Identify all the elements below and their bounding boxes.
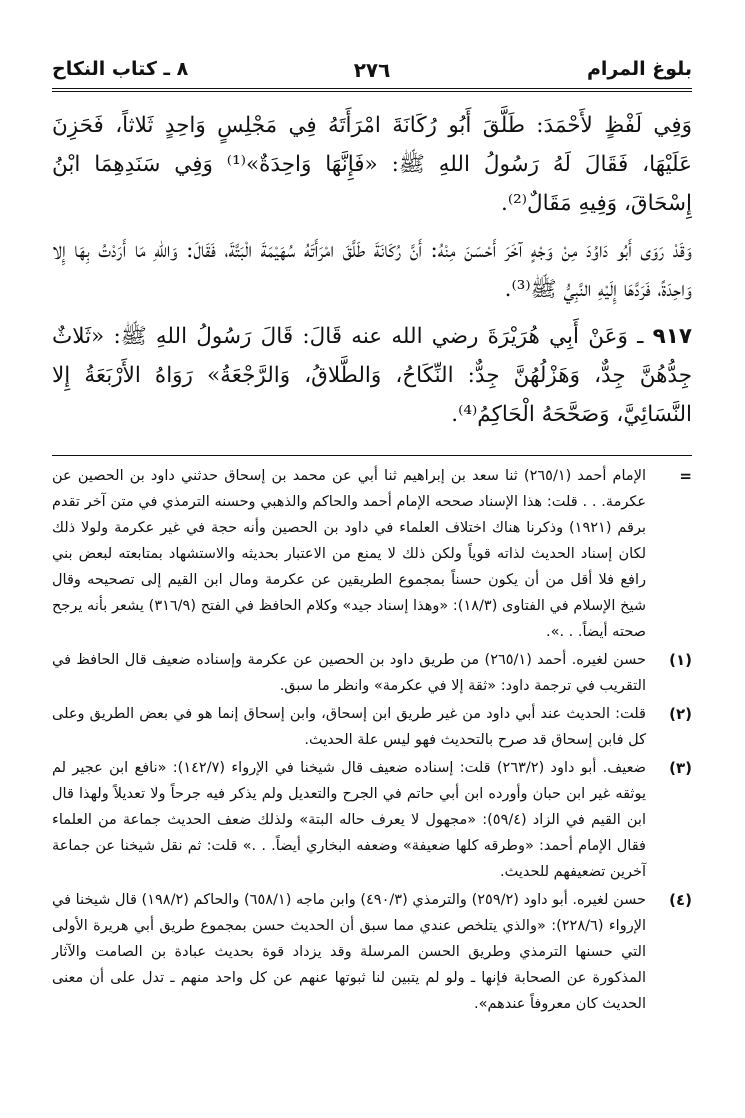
footnote-label: (٣) <box>669 759 692 777</box>
footnote-text: حسن لغيره. أبو داود (٢٥٩/٢) والترمذي (٤٩٠/٣) وابن ماجه (٦٥٨/١) والحاكم (١٩٨/٢) قال شيخنا في الإرواء (٢٢٨/٦): «والذي يتلخص عندي مما سبق أن الحديث حسن بمجموع طريق أبي هريرة الأولى التي حسنها الترمذي وطريق الحسن المرسلة وقد يزداد قوة بحديث عبادة بن الصامت والآثار المذكورة عن الصحابة فإنها ـ ولو لم يتبين لنا ثبوتها عنهم عن كل واحد منهم ـ تدل على أن معنى الحديث كان معروفاً عندهم». <box>52 892 647 1012</box>
main-text <box>52 106 692 442</box>
footnote-text: قلت: الحديث عند أبي داود من غير طريق ابن إسحاق، وابن إسحاق إنما هو في بعض الطريق وعلى كل فابن إسحاق قد صرح بالتحديث فهو ليس علة الحديث. <box>52 706 646 748</box>
footnote-2 <box>52 701 692 753</box>
paragraph-2: وَقَدْ رَوَى أَبُو دَاوُدَ مِنْ وَجْهٍ آخَرَ أَحْسَنَ مِنْهُ: أَنَّ رُكَانَةَ طَلَّقَ امْرَأَتَهُ سُهَيْمَةَ الْبَتَّةَ، فَقَالَ: وَاللهِ مَا أَرَدْتُ بِهَا إِلا وَاحِدَةً، فَرَدَّهَا إِلَيْهِ النَّبِيُّ ﷺ⁽³⁾. <box>52 238 692 302</box>
footnote-text: الإمام أحمد (٢٦٥/١) ثنا سعد بن إبراهيم ثنا أبي عن محمد بن إسحاق حدثني داود بن الحصين عن عكرمة. . . قلت: هذا الإسناد صححه الإمام أحمد والحاكم والذهبي وحسنه الترمذي في متن آخر تقدم برقم (١٩٢١) وذكرنا هناك اختلاف العلماء في داود بن الحصين وأنه حجة في غير عكرمة ولولا ذلك لكان إسناد الحديث لذاته قوياً ولكن ذلك لا يمنع من الاعتبار بحديثه والاستشهاد بمتابعته لبعض بني رافع فلا أقل من أن يكون حسناً بمجموع الطريقين عن عكرمة ومال ابن القيم إلى تصحيحه وقال شيخ الإسلام في الفتاوى (١٨/٣): «وهذا إسناد جيد» وكلام الحافظ في الفتح (٣١٦/٩) يشعر بأنه يرجح صحته أيضاً. . .». <box>52 468 646 640</box>
header-rule-inner <box>52 91 692 92</box>
book-title: بلوغ المرام <box>586 58 692 80</box>
footnote-continuation <box>52 463 692 645</box>
chapter-title: ٨ ـ كتاب النكاح <box>52 58 189 80</box>
footnote-label: = <box>679 467 692 485</box>
footnote-label: (١) <box>669 651 692 669</box>
hadith-number: ٩١٧ <box>652 324 692 349</box>
paragraph-1: وَفِي لَفْظٍ لأَحْمَدَ: طَلَّقَ أَبُو رُكَانَةَ امْرَأَتَهُ فِي مَجْلِسٍ وَاحِدٍ ثَلاثاً، فَحَزِنَ عَلَيْهَا، فَقَالَ لَهُ رَسُولُ اللهِ ﷺ: «فَإِنَّهَا وَاحِدَةٌ»⁽¹⁾ وَفِي سَنَدِهِمَا ابْنُ إِسْحَاقَ، وَفِيهِ مَقَالٌ⁽²⁾. <box>52 113 692 216</box>
footnote-3 <box>52 755 692 885</box>
footnote-text: حسن لغيره. أحمد (٢٦٥/١) من طريق داود بن الحصين عن عكرمة وإسناده ضعيف قال الحافظ في التقريب في ترجمة داود: «ثقة إلا في عكرمة» وانظر ما سبق. <box>52 652 647 694</box>
footnote-label: (٢) <box>669 705 692 723</box>
footnotes <box>52 463 692 1019</box>
page-header <box>52 54 692 88</box>
page-number: ٢٧٦ <box>353 58 391 82</box>
hadith-text: ـ وَعَنْ أَبِي هُرَيْرَةَ رضي الله عنه قَالَ: قَالَ رَسُولُ اللهِ ﷺ: «ثَلاثٌ جِدُّهُنَّ جِدٌّ، وَهَزْلُهُنَّ جِدٌّ: النِّكَاحُ، وَالطَّلاقُ، وَالرَّجْعَةُ» رَوَاهُ الأَرْبَعَةُ إِلا النَّسَائِيَّ، وَصَحَّحَهُ الْحَاكِمُ⁽⁴⁾. <box>52 324 692 427</box>
footnote-4 <box>52 887 692 1017</box>
footnote-label: (٤) <box>669 891 692 909</box>
footnote-1 <box>52 647 692 699</box>
footnote-text: ضعيف. أبو داود (٢٦٣/٢) قلت: إسناده ضعيف قال شيخنا في الإرواء (١٤٢/٧): «نافع ابن عجير لم يوثقه غير ابن حبان وأورده ابن أبي حاتم في الجرح والتعديل ولم يذكر فيه جرحاً ولا تعديلاً ولهذا قال ابن القيم في الزاد (٥٩/٤): «مجهول لا يعرف حاله البتة» ولذلك ضعف الحديث جماعة من العلماء فقال الإمام أحمد: «وطرقه كلها ضعيفة» وضعفه البخاري أيضاً. . .» قلت: ثم نقل شيخنا عن جماعة آخرين تضعيفهم للحديث. <box>52 760 647 880</box>
header-rule <box>52 88 692 89</box>
footnote-divider <box>52 455 692 456</box>
hadith-paragraph <box>52 317 692 434</box>
